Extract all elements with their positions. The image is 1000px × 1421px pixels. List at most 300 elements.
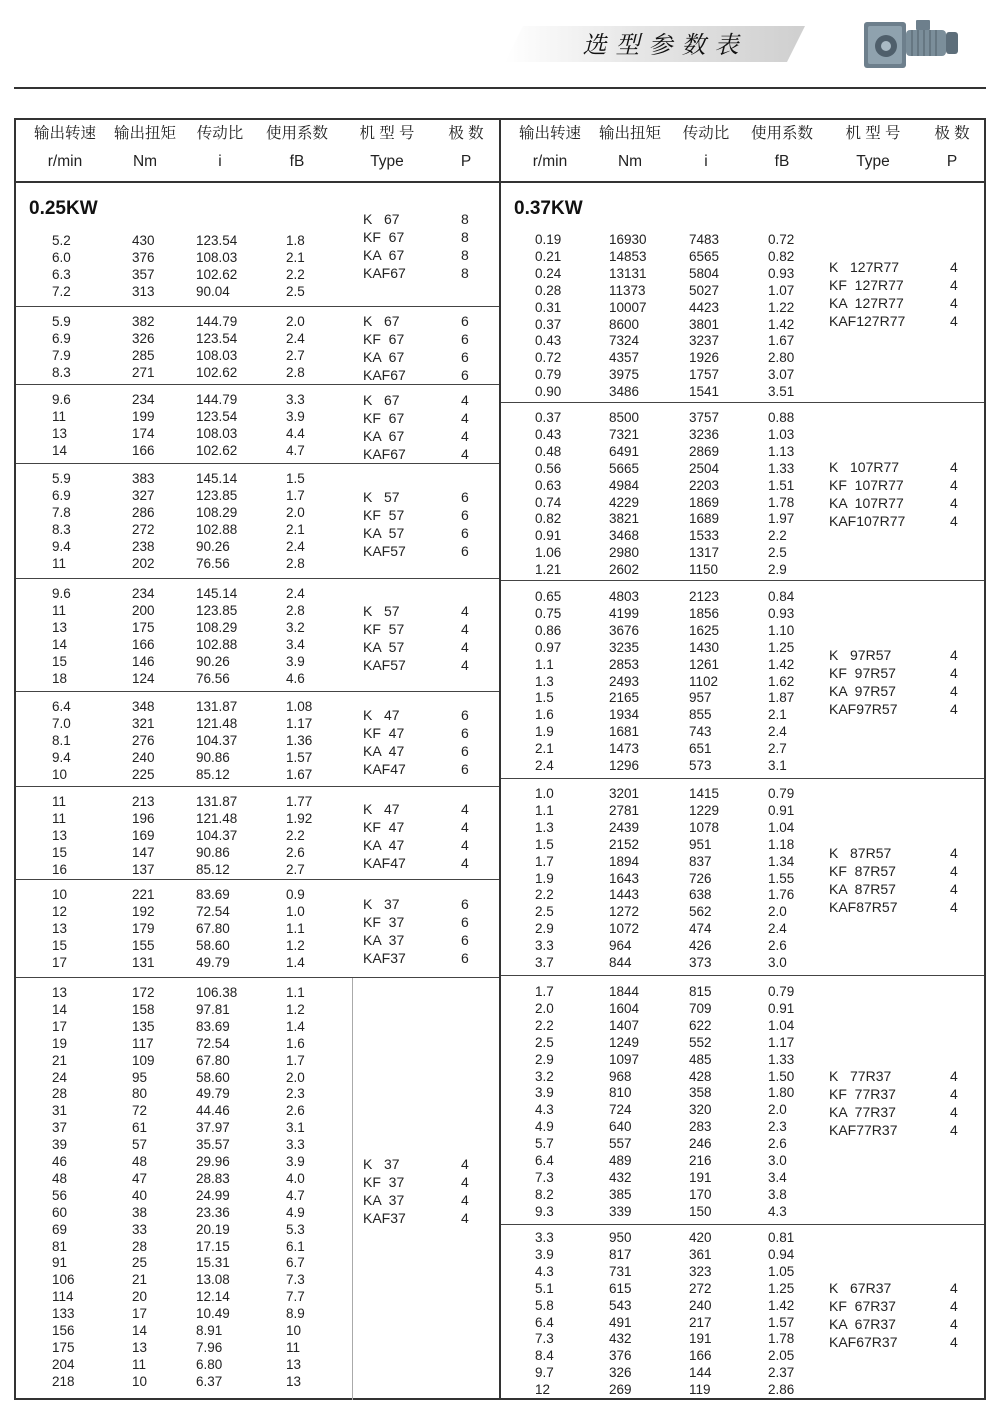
- ratio-value: 10.49: [196, 1306, 230, 1322]
- speed-value: 0.56: [535, 460, 562, 476]
- pole-count: 6: [461, 724, 469, 741]
- factor-value: 1.42: [768, 316, 795, 332]
- torque-value: 7321: [609, 426, 640, 442]
- factor-value: 2.5: [768, 545, 787, 561]
- speed-value: 2.5: [535, 904, 554, 920]
- pole-count: 4: [461, 427, 469, 444]
- pole-count: 6: [461, 896, 469, 912]
- pole-count: 4: [461, 854, 469, 871]
- speed-value: 69: [52, 1221, 68, 1237]
- ratio-value: 1229: [689, 802, 720, 818]
- speed-value: 2.5: [535, 1034, 554, 1050]
- torque-value: 16930: [609, 232, 647, 247]
- model-type: KF 57: [363, 620, 405, 637]
- torque-value: 1249: [609, 1034, 640, 1050]
- factor-value: 3.1: [286, 1120, 305, 1136]
- speed-value: 3.9: [535, 1085, 554, 1101]
- factor-value: 1.80: [768, 1085, 795, 1101]
- ratio-value: 951: [689, 836, 712, 852]
- model-type-list: [829, 646, 970, 718]
- ratio-value: 1625: [689, 622, 720, 638]
- speed-value: 1.9: [535, 870, 554, 886]
- speed-value: 4.3: [535, 1102, 554, 1118]
- ratio-value: 20.19: [196, 1221, 230, 1237]
- factor-value: 4.0: [286, 1170, 305, 1186]
- torque-value: 269: [609, 1382, 632, 1398]
- ratio-value: 58.60: [196, 937, 230, 953]
- speed-value: 0.90: [535, 384, 562, 400]
- model-type: K 67: [363, 313, 400, 329]
- ratio-value: 420: [689, 1230, 712, 1245]
- model-type: KA 67: [363, 427, 405, 444]
- torque-value: 131: [132, 954, 155, 970]
- model-type: KAF37: [363, 1210, 406, 1226]
- col-header-type-right: 机 型 号 Type: [845, 125, 901, 170]
- torque-value: 25: [132, 1255, 148, 1271]
- model-type: KAF87R57: [829, 898, 898, 915]
- ratio-value: 2203: [689, 477, 720, 493]
- ratio-value: 191: [689, 1169, 712, 1185]
- ratio-value: 8.91: [196, 1323, 223, 1338]
- factor-value: 1.5: [286, 471, 305, 486]
- gearmotor-icon: [862, 12, 960, 72]
- torque-value: 213: [132, 794, 155, 809]
- model-type-line: [363, 264, 481, 282]
- torque-value: 2602: [609, 562, 640, 578]
- factor-value: 13: [286, 1356, 302, 1372]
- ratio-value: 1078: [689, 819, 720, 835]
- ratio-value: 428: [689, 1068, 712, 1084]
- torque-value: 731: [609, 1263, 632, 1279]
- speed-value: 39: [52, 1137, 68, 1153]
- factor-value: 1.1: [286, 920, 305, 936]
- ratio-value: 170: [689, 1186, 712, 1202]
- speed-value: 9.4: [52, 749, 71, 765]
- torque-value: 2853: [609, 656, 640, 672]
- speed-value: 7.0: [52, 715, 71, 731]
- torque-value: 3676: [609, 622, 640, 638]
- ratio-value: 320: [689, 1102, 712, 1118]
- speed-value: 0.65: [535, 589, 562, 604]
- speed-value: 11: [52, 408, 67, 424]
- factor-value: 3.3: [286, 1137, 305, 1153]
- speed-value: 0.24: [535, 265, 562, 281]
- factor-value: 3.4: [286, 636, 305, 652]
- ratio-value: 90.04: [196, 283, 230, 299]
- speed-value: 12: [52, 903, 68, 919]
- torque-value: 3821: [609, 511, 640, 527]
- torque-value: 174: [132, 425, 155, 441]
- torque-value: 321: [132, 715, 155, 731]
- ratio-value: 240: [689, 1297, 712, 1313]
- ratio-value: 855: [689, 707, 712, 723]
- factor-value: 2.2: [768, 528, 787, 544]
- pole-count: 6: [461, 524, 469, 541]
- model-type-list: [829, 1067, 970, 1139]
- ratio-value: 76.56: [196, 670, 230, 686]
- ratio-value: 4423: [689, 299, 720, 315]
- ratio-value: 13.08: [196, 1272, 230, 1288]
- speed-value: 6.4: [52, 699, 71, 714]
- speed-value: 0.72: [535, 350, 562, 366]
- pole-count: 4: [950, 1333, 958, 1350]
- col-header-type: 机 型 号 Type: [359, 125, 415, 170]
- factor-value: 1.57: [286, 749, 313, 765]
- factor-value: 1.25: [768, 639, 795, 655]
- ratio-value: 726: [689, 870, 712, 886]
- model-type-line: [363, 312, 481, 330]
- col-header-factor: 使用系数 fB: [265, 125, 328, 170]
- factor-value: 3.0: [768, 955, 787, 970]
- speed-value: 9.6: [52, 586, 71, 601]
- pole-count: 4: [461, 1156, 469, 1172]
- pole-count: 8: [461, 229, 469, 245]
- factor-value: 4.7: [286, 442, 305, 458]
- factor-value: 6.7: [286, 1255, 305, 1271]
- torque-value: 28: [132, 1238, 148, 1254]
- model-type-line: [363, 742, 481, 760]
- model-type: K 67: [363, 211, 400, 227]
- speed-value: 9.3: [535, 1203, 554, 1219]
- pole-count: 6: [461, 488, 469, 505]
- speed-value: 1.7: [535, 853, 554, 869]
- model-type: KAF127R77: [829, 313, 906, 329]
- model-type: KF 67: [363, 229, 405, 245]
- pole-count: 4: [950, 683, 958, 699]
- pole-count: 4: [461, 620, 469, 637]
- ratio-value: 49.79: [196, 954, 230, 970]
- model-group: [16, 464, 499, 579]
- model-type-line: [829, 494, 970, 512]
- factor-value: 1.50: [768, 1068, 795, 1084]
- speed-value: 3.7: [535, 955, 554, 970]
- ratio-value: 90.86: [196, 749, 230, 765]
- ratio-value: 361: [689, 1246, 712, 1262]
- torque-value: 3486: [609, 384, 640, 400]
- torque-value: 47: [132, 1170, 148, 1186]
- ratio-value: 90.86: [196, 844, 230, 860]
- pole-count: 6: [461, 313, 469, 329]
- speed-value: 8.1: [52, 732, 71, 748]
- ratio-value: 108.29: [196, 504, 238, 520]
- model-group: [501, 181, 984, 403]
- ratio-value: 83.69: [196, 887, 230, 902]
- model-type-line: [829, 1121, 970, 1139]
- model-type-line: [829, 312, 970, 330]
- factor-value: 2.05: [768, 1348, 795, 1364]
- factor-value: 2.3: [286, 1086, 305, 1102]
- pole-count: 4: [950, 862, 958, 879]
- torque-value: 20: [132, 1289, 148, 1305]
- factor-value: 2.4: [768, 724, 787, 740]
- factor-value: 1.04: [768, 1017, 795, 1033]
- model-group: [16, 692, 499, 787]
- model-group: [16, 579, 499, 692]
- pole-count: 4: [461, 818, 469, 835]
- model-type-line: [363, 1209, 481, 1227]
- factor-value: 1.42: [768, 656, 795, 672]
- ratio-value: 106.38: [196, 985, 238, 1000]
- factor-value: 7.3: [286, 1272, 305, 1288]
- speed-value: 0.37: [535, 410, 562, 425]
- model-type-list: [829, 1279, 970, 1351]
- torque-value: 8500: [609, 410, 640, 425]
- col-header-speed: 输出转速 r/min: [33, 125, 96, 170]
- speed-value: 1.6: [535, 707, 554, 723]
- ratio-value: 709: [689, 1000, 712, 1016]
- speed-value: 2.0: [535, 1000, 554, 1016]
- speed-value: 0.19: [535, 232, 562, 247]
- model-type-line: [363, 409, 481, 427]
- model-type: KAF47: [363, 854, 406, 871]
- model-type-line: [829, 844, 970, 862]
- torque-value: 313: [132, 283, 155, 299]
- speed-value: 15: [52, 844, 68, 860]
- speed-value: 6.4: [535, 1153, 554, 1168]
- model-type-line: [829, 276, 970, 294]
- ratio-value: 651: [689, 741, 712, 757]
- torque-value: 8600: [609, 316, 640, 332]
- model-type-line: [829, 682, 970, 700]
- factor-value: 1.1: [286, 985, 305, 1000]
- speed-value: 204: [52, 1356, 75, 1372]
- torque-value: 57: [132, 1137, 148, 1153]
- speed-value: 14: [52, 1001, 68, 1017]
- pole-count: 8: [461, 247, 469, 263]
- speed-value: 24: [52, 1069, 68, 1085]
- pole-count: 4: [950, 1315, 958, 1332]
- torque-value: 172: [132, 985, 155, 1000]
- torque-value: 1072: [609, 921, 640, 937]
- torque-value: 285: [132, 347, 155, 363]
- ratio-value: 323: [689, 1263, 712, 1279]
- col-header-torque-right: 输出扭矩 Nm: [598, 125, 661, 170]
- ratio-value: 743: [689, 724, 712, 740]
- ratio-value: 102.62: [196, 266, 238, 282]
- model-type-line: [363, 330, 481, 348]
- model-group: [16, 307, 499, 385]
- torque-value: 1473: [609, 741, 640, 757]
- torque-value: 33: [132, 1221, 148, 1237]
- speed-value: 16: [52, 861, 68, 877]
- ratio-value: 123.54: [196, 408, 238, 424]
- torque-value: 3235: [609, 639, 640, 655]
- model-type: K 67R37: [829, 1279, 892, 1296]
- factor-value: 0.79: [768, 786, 795, 801]
- speed-value: 14: [52, 636, 68, 652]
- model-type: KA 57: [363, 638, 405, 655]
- speed-value: 6.4: [535, 1314, 554, 1330]
- model-type: KAF47: [363, 760, 406, 777]
- model-type: K 47: [363, 800, 400, 817]
- ratio-value: 17.15: [196, 1238, 230, 1254]
- model-type: KAF107R77: [829, 513, 906, 529]
- ratio-value: 123.85: [196, 487, 238, 503]
- model-type-line: [363, 931, 481, 949]
- factor-value: 2.8: [286, 555, 305, 571]
- model-type-list: [363, 1155, 481, 1227]
- ratio-value: 1541: [689, 384, 720, 400]
- speed-value: 9.4: [52, 538, 71, 554]
- torque-value: 430: [132, 233, 155, 248]
- model-type-line: [829, 646, 970, 664]
- ratio-value: 191: [689, 1331, 712, 1347]
- ratio-value: 1926: [689, 350, 720, 366]
- torque-value: 3975: [609, 367, 640, 383]
- ratio-value: 3236: [689, 426, 720, 442]
- ratio-value: 123.54: [196, 330, 238, 346]
- torque-value: 1443: [609, 887, 640, 903]
- model-type-line: [363, 854, 481, 872]
- model-type-line: [363, 445, 481, 463]
- ratio-value: 145.14: [196, 471, 238, 486]
- ratio-value: 216: [689, 1153, 712, 1168]
- factor-value: 1.4: [286, 1018, 305, 1034]
- model-type: KA 67R37: [829, 1315, 896, 1332]
- torque-value: 13: [132, 1339, 148, 1355]
- col-header-torque: 输出扭矩 Nm: [113, 125, 176, 170]
- model-type: KAF67: [363, 445, 406, 462]
- model-type-line: [829, 1103, 970, 1121]
- torque-value: 557: [609, 1136, 632, 1152]
- factor-value: 0.82: [768, 248, 795, 264]
- torque-value: 327: [132, 487, 155, 503]
- speed-value: 13: [52, 920, 68, 936]
- ratio-value: 76.56: [196, 555, 230, 571]
- model-type-line: [363, 638, 481, 656]
- factor-value: 0.94: [768, 1246, 795, 1262]
- speed-value: 7.2: [52, 283, 71, 299]
- model-type-list: [363, 800, 481, 872]
- torque-value: 135: [132, 1018, 155, 1034]
- ratio-value: 131.87: [196, 699, 238, 714]
- speed-value: 9.6: [52, 392, 71, 407]
- torque-value: 1604: [609, 1000, 640, 1016]
- speed-value: 0.31: [535, 299, 562, 315]
- speed-value: 6.3: [52, 266, 71, 282]
- speed-value: 0.82: [535, 511, 562, 527]
- speed-value: 1.5: [535, 690, 554, 706]
- pole-count: 4: [950, 880, 958, 897]
- speed-value: 60: [52, 1204, 68, 1220]
- model-type: KAF57: [363, 656, 406, 673]
- torque-value: 179: [132, 920, 155, 936]
- speed-value: 6.9: [52, 330, 71, 346]
- torque-value: 2165: [609, 690, 640, 706]
- pole-count: 4: [950, 1121, 958, 1138]
- factor-value: 1.7: [286, 487, 305, 503]
- factor-value: 2.6: [768, 1136, 787, 1152]
- factor-value: 2.0: [286, 314, 305, 329]
- torque-value: 146: [132, 653, 155, 669]
- speed-value: 15: [52, 653, 68, 669]
- ratio-value: 1533: [689, 528, 720, 544]
- speed-value: 21: [52, 1052, 68, 1068]
- model-type-line: [363, 1191, 481, 1209]
- pole-count: 6: [461, 349, 469, 365]
- speed-value: 37: [52, 1120, 68, 1136]
- speed-value: 11: [52, 810, 67, 826]
- model-type-line: [829, 258, 970, 276]
- speed-value: 2.4: [535, 758, 554, 773]
- col-header-factor-right: 使用系数 fB: [750, 125, 813, 170]
- torque-value: 196: [132, 810, 155, 826]
- speed-value: 19: [52, 1035, 68, 1051]
- speed-value: 13: [52, 985, 68, 1000]
- speed-value: 5.9: [52, 314, 71, 329]
- torque-value: 6491: [609, 443, 640, 459]
- ratio-value: 145.14: [196, 586, 238, 601]
- speed-value: 31: [52, 1103, 68, 1119]
- model-type-line: [363, 524, 481, 542]
- speed-value: 17: [52, 954, 68, 970]
- ratio-value: 49.79: [196, 1086, 230, 1102]
- model-type-list: [829, 458, 970, 530]
- speed-value: 1.3: [535, 819, 554, 835]
- torque-value: 432: [609, 1331, 632, 1347]
- speed-value: 133: [52, 1306, 75, 1322]
- model-group: [501, 581, 984, 779]
- pole-count: 4: [950, 459, 958, 475]
- ratio-value: 1689: [689, 511, 720, 527]
- factor-value: 2.7: [286, 861, 305, 877]
- torque-value: 376: [132, 249, 155, 265]
- model-type-line: [363, 1155, 481, 1173]
- torque-value: 158: [132, 1001, 155, 1017]
- pole-count: 4: [950, 898, 958, 915]
- model-type-line: [829, 1279, 970, 1297]
- torque-value: 2493: [609, 673, 640, 689]
- ratio-value: 102.88: [196, 636, 238, 652]
- factor-value: 1.33: [768, 460, 795, 476]
- torque-value: 137: [132, 861, 155, 877]
- torque-value: 199: [132, 408, 155, 424]
- torque-value: 2980: [609, 545, 640, 561]
- factor-value: 1.62: [768, 673, 795, 689]
- ratio-value: 67.80: [196, 920, 230, 936]
- model-type: K 107R77: [829, 459, 900, 475]
- power-label: 0.37KW: [514, 198, 583, 219]
- ratio-value: 5804: [689, 265, 720, 281]
- ratio-value: 24.99: [196, 1187, 230, 1203]
- left-panel-025kw: [16, 181, 499, 1400]
- speed-value: 5.9: [52, 471, 71, 486]
- ratio-value: 485: [689, 1051, 712, 1067]
- ratio-value: 85.12: [196, 766, 230, 782]
- factor-value: 3.9: [286, 408, 305, 424]
- pole-count: 4: [950, 495, 958, 511]
- pole-count: 4: [950, 259, 958, 275]
- torque-value: 13131: [609, 265, 647, 281]
- factor-value: 7.7: [286, 1289, 305, 1305]
- ratio-value: 1102: [689, 673, 719, 689]
- model-type: KA 47: [363, 836, 405, 853]
- model-type: KF 47: [363, 818, 405, 835]
- model-type: KA 37: [363, 1192, 405, 1208]
- torque-value: 489: [609, 1153, 632, 1168]
- torque-value: 7324: [609, 333, 640, 349]
- pole-count: 4: [461, 602, 469, 619]
- pole-count: 4: [461, 409, 469, 426]
- factor-value: 1.17: [768, 1034, 795, 1050]
- speed-value: 1.06: [535, 545, 562, 561]
- speed-value: 0.75: [535, 605, 562, 621]
- col-header-poles: 极 数 P: [448, 125, 484, 170]
- factor-value: 1.7: [286, 1052, 305, 1068]
- pole-count: 6: [461, 950, 469, 966]
- speed-value: 0.63: [535, 477, 562, 493]
- factor-value: 1.34: [768, 853, 795, 869]
